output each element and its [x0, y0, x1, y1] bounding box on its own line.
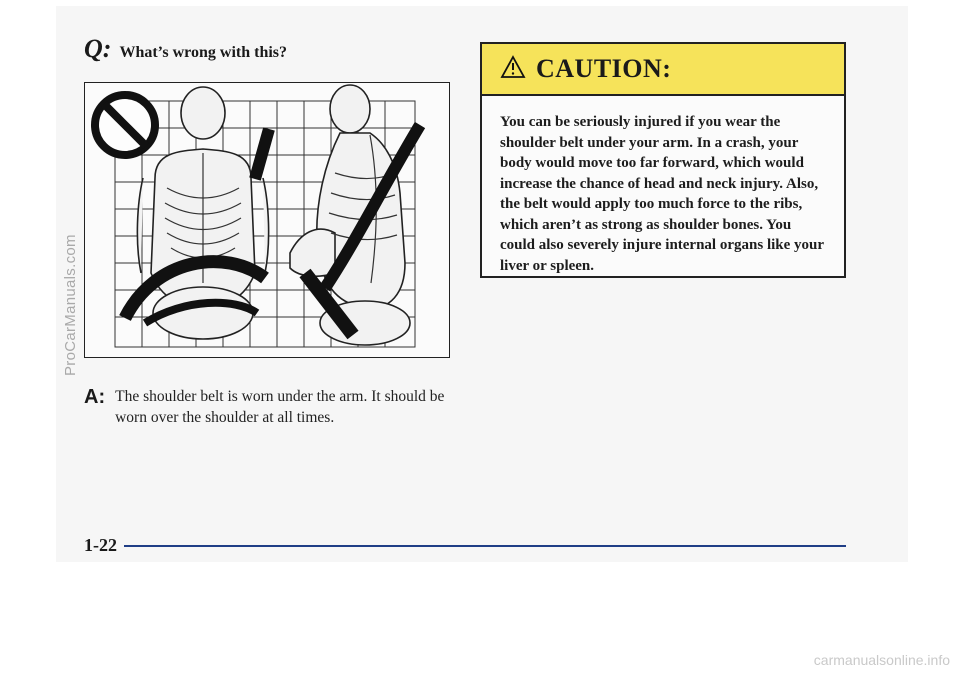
- question-label: Q:: [84, 34, 112, 63]
- caution-box: [480, 42, 846, 278]
- question-text: What’s wrong with this?: [119, 44, 288, 61]
- footer-rule: [124, 545, 846, 547]
- side-skeleton: [290, 85, 410, 345]
- caution-title: CAUTION:: [536, 54, 672, 83]
- answer-text: The shoulder belt is worn under the arm. It should be worn over the shoulder at all times.: [115, 388, 445, 426]
- page-number: 1-22: [84, 535, 117, 555]
- side-watermark: ProCarManuals.com: [62, 234, 79, 376]
- warning-triangle-icon: [500, 55, 526, 84]
- no-sign-icon: [95, 95, 155, 155]
- question-line: [84, 34, 287, 64]
- answer-label: A:: [84, 386, 106, 408]
- caution-header: [482, 44, 844, 96]
- caution-body: You can be seriously injured if you wear the shoulder belt under your arm. In a crash, your body would move too far forward, which would increase the chance of head and neck injury. Also, the belt would apply too much force to the ribs, which aren’t as strong as shoulder bones. You could also severely injure internal organs like your liver or spleen.: [500, 114, 824, 274]
- answer-line: [84, 386, 445, 428]
- footer-watermark: carmanualsonline.info: [813, 652, 950, 668]
- seatbelt-illustration: [84, 82, 450, 358]
- skeleton-grid-drawing: [85, 83, 448, 356]
- front-shoulder-belt: [255, 129, 269, 179]
